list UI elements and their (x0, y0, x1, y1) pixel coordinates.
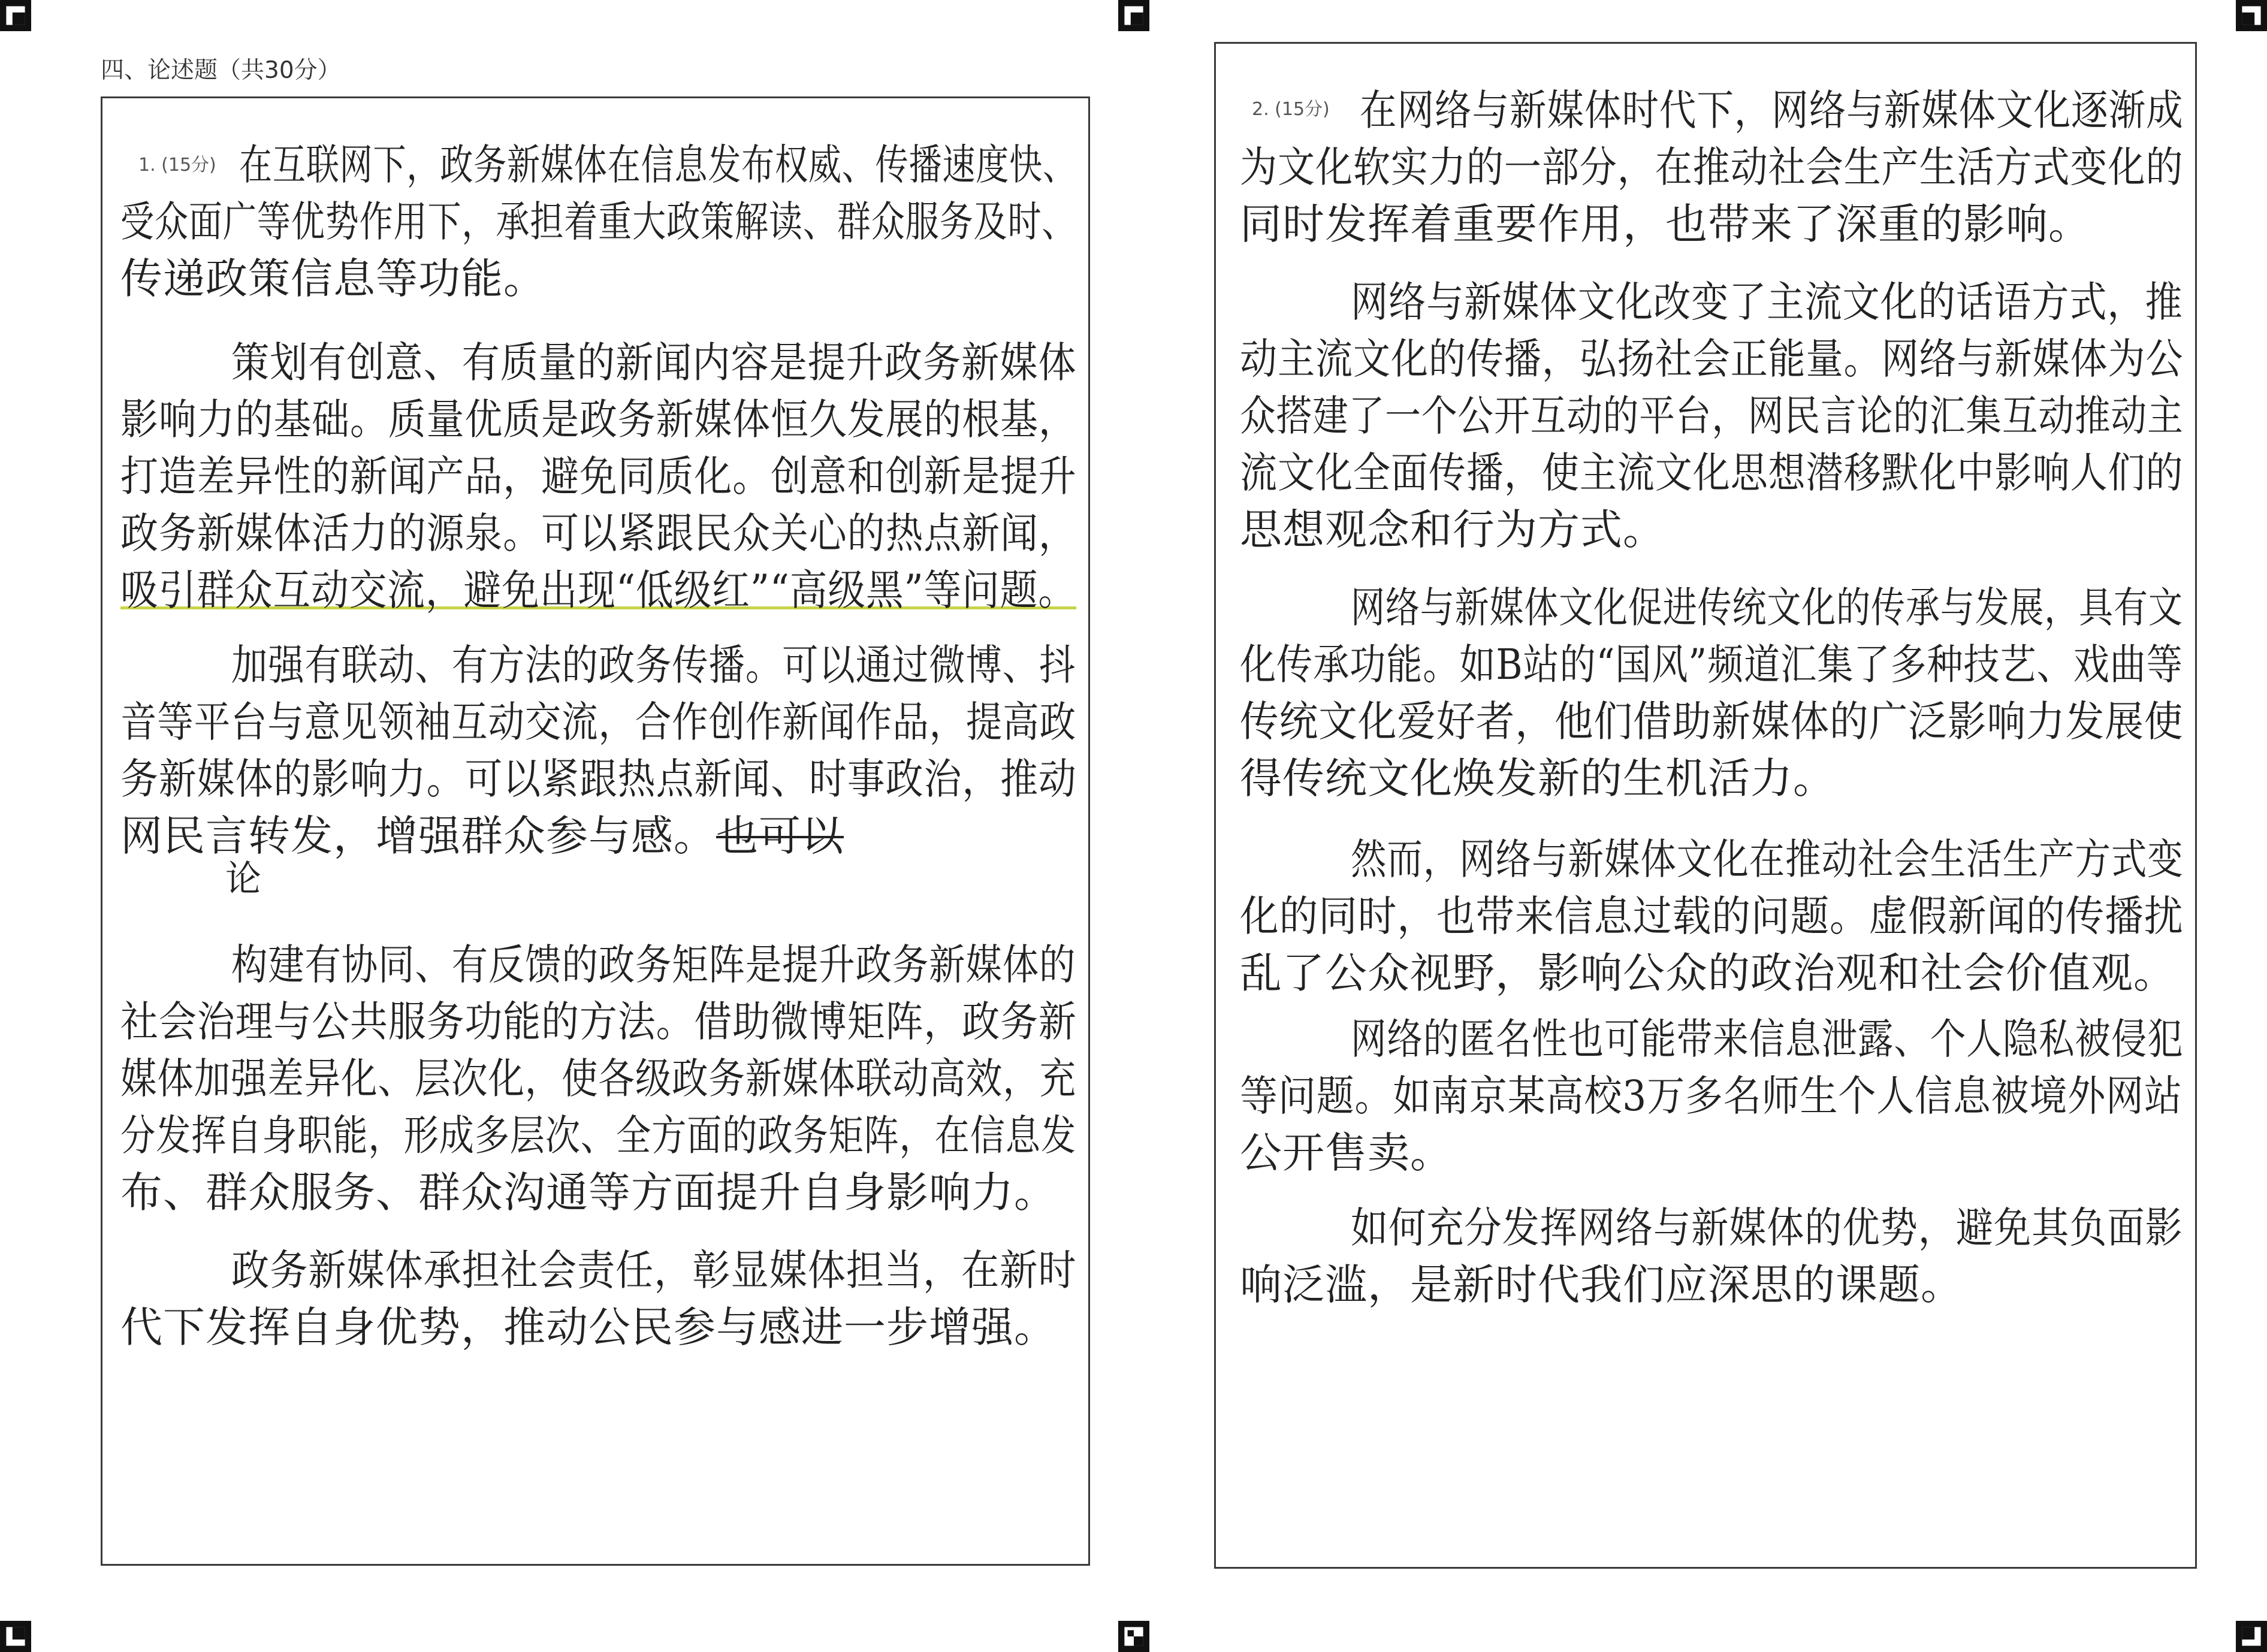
q2-line: 得传统文化焕发新的生机活力。 (1240, 754, 1836, 803)
registration-mark-top-right (2236, 0, 2267, 31)
section-title: 四、论述题（共30分） (101, 57, 341, 84)
q1-line: 分发挥自身职能，形成多层次、全方面的政务矩阵，在信息发 (120, 1111, 1076, 1160)
q1-line: 传递政策信息等功能。 (120, 254, 546, 303)
q2-line: 动主流文化的传播，弘扬社会正能量。网络与新媒体为公 (1240, 334, 2184, 383)
q2-line: 网络与新媒体文化改变了主流文化的话语方式，推 (1351, 277, 2183, 327)
q1-line: 媒体加强差异化、层次化，使各级政务新媒体联动高效，充 (120, 1054, 1076, 1103)
q1-line: 打造差异性的新闻产品，避免同质化。创意和创新是提升 (120, 452, 1077, 501)
q1-line: 布、群众服务、群众沟通等方面提升自身影响力。 (120, 1168, 1056, 1217)
q2-line: 流文化全面传播，使主流文化思想潜移默化中影响人们的 (1240, 448, 2184, 497)
q1-line: 代下发挥自身优势，推动公民参与感进一步增强。 (120, 1303, 1056, 1352)
q1-line-start: 网民言 (120, 811, 248, 860)
q2-line: 思想观念和行为方式。 (1240, 505, 1665, 554)
q2-line: 等问题。如南京某高校3万多名师生个人信息被境外网站 (1240, 1071, 2183, 1121)
q1-line: 在互联网下，政务新媒体在信息发布权威、传播速度快、 (239, 140, 1076, 189)
q1-line: 音等平台与意见领袖互动交流，合作创作新闻作品，提高政 (120, 697, 1076, 747)
registration-mark-bottom-center (1118, 1621, 1149, 1652)
q1-line: 政务新媒体活力的源泉。可以紧跟民众关心的热点新闻， (120, 509, 1077, 558)
q1-line: 受众面广等优势作用下，承担着重大政策解读、群众服务及时、 (120, 197, 1076, 246)
q2-line: 然而，网络与新媒体文化在推动社会生活生产方式变 (1351, 835, 2184, 884)
q2-line: 在网络与新媒体时代下，网络与新媒体文化逐渐成 (1360, 86, 2184, 135)
answer-box-q2[interactable] (1214, 42, 2197, 1569)
q2-line: 传统文化爱好者，他们借助新媒体的广泛影响力发展使 (1240, 697, 2184, 746)
q2-line: 公开售卖。 (1240, 1128, 1453, 1177)
q1-line: 社会治理与公共服务功能的方法。借助微博矩阵，政务新 (120, 997, 1077, 1046)
q2-line: 化传承功能。如B站的“国风”频道汇集了多种技艺、戏曲等 (1240, 640, 2183, 689)
registration-mark-bottom-right (2236, 1621, 2267, 1652)
q1-line: 策划有创意、有质量的新闻内容是提升政务新媒体 (231, 338, 1077, 387)
inserted-correction: 论 (225, 858, 261, 900)
q1-line: 政务新媒体承担社会责任，彰显媒体担当，在新时 (231, 1246, 1077, 1295)
q1-line: 影响力的基础。质量优质是政务新媒体恒久发展的根基， (120, 395, 1077, 444)
q2-line: 众搭建了一个公开互动的平台，网民言论的汇集互动推动主 (1240, 391, 2184, 440)
q1-line: 加强有联动、有方法的政务传播。可以通过微博、抖 (231, 641, 1076, 690)
q2-line: 乱了公众视野，影响公众的政治观和社会价值观。 (1240, 949, 2176, 998)
q2-line: 如何充分发挥网络与新媒体的优势，避免其负面影 (1351, 1203, 2183, 1252)
answer-box-q1[interactable] (101, 96, 1090, 1566)
registration-mark-top-left (0, 0, 31, 31)
q1-line: 务新媒体的影响力。可以紧跟热点新闻、时事政治，推动 (120, 754, 1077, 804)
q1-line-rest: 转发，增强群众参与感。 (248, 811, 716, 860)
q2-line: 网络与新媒体文化促进传统文化的传承与发展，具有文 (1351, 583, 2183, 632)
question-label-q1: 1. (15分) (138, 155, 216, 176)
q2-line: 网络的匿名性也可能带来信息泄露、个人隐私被侵犯 (1351, 1014, 2184, 1064)
q2-line: 响泛滥，是新时代我们应深思的课题。 (1240, 1260, 1963, 1309)
struck-out-text: 也可以 (716, 811, 844, 860)
registration-mark-bottom-left (0, 1621, 31, 1652)
q2-line: 同时发挥着重要作用，也带来了深重的影响。 (1240, 200, 2091, 249)
q2-line: 为文化软实力的一部分，在推动社会生产生活方式变化的 (1240, 143, 2184, 192)
question-label-q2: 2. (15分) (1252, 99, 1330, 120)
q1-line: 吸引群众互动交流，避免出现“低级红”“高级黑”等问题。 (120, 566, 1077, 615)
q1-line: 构建有协同、有反馈的政务矩阵是提升政务新媒体的 (231, 940, 1076, 989)
q2-line: 化的同时，也带来信息过载的问题。虚假新闻的传播扰 (1240, 892, 2184, 941)
registration-mark-top-center (1118, 0, 1149, 31)
